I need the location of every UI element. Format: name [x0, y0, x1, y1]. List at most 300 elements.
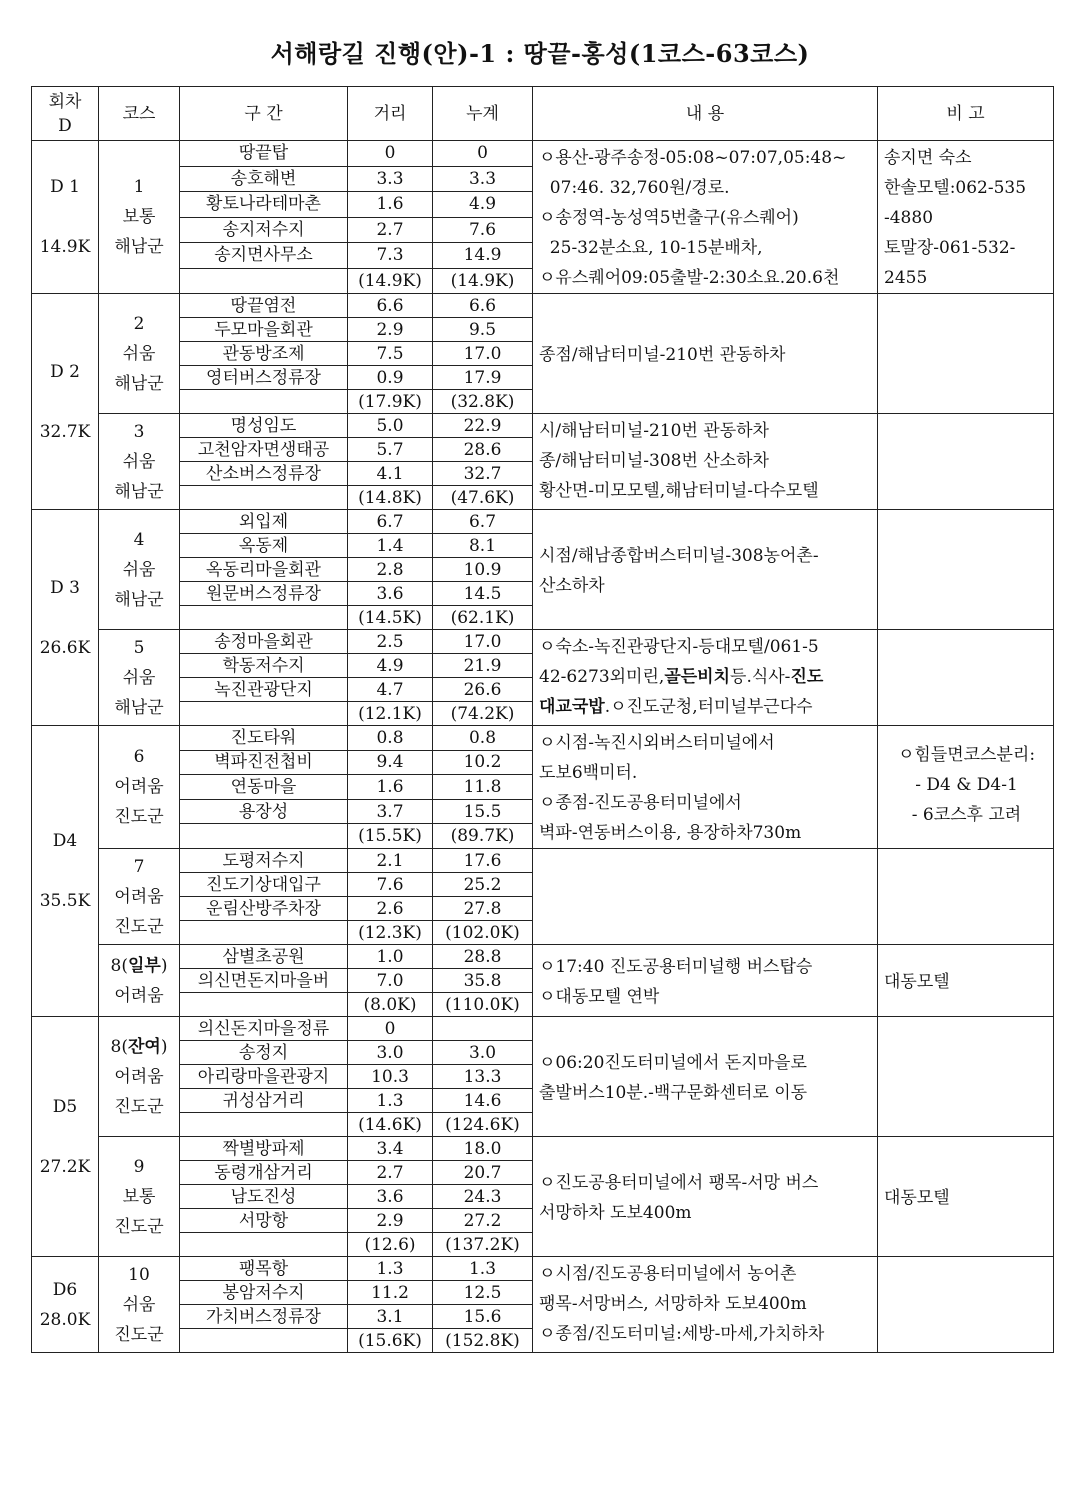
- content-cell: [533, 1017, 878, 1137]
- course-region: 해남군: [114, 697, 164, 718]
- content-line: ㅇ대동모텔 연박: [539, 986, 660, 1007]
- section-cell: 녹진관광단지: [180, 678, 348, 702]
- section-cell: 외입제: [180, 510, 348, 534]
- course-number: [99, 852, 179, 882]
- distance-cell: (14.6K): [348, 1113, 433, 1137]
- header-course: 코스: [99, 87, 180, 141]
- section-cell: [180, 606, 348, 630]
- cumulative-cell: 11.8: [433, 775, 533, 800]
- header-row: [32, 87, 1054, 141]
- course-cell: [99, 510, 180, 630]
- section-cell: 옥동리마을회관: [180, 558, 348, 582]
- cumulative-cell: 27.2: [433, 1209, 533, 1233]
- content-line: 출발버스10분.-백구문화센터로 이동: [539, 1082, 808, 1103]
- day-total: 32.7K: [39, 421, 91, 442]
- section-cell: 명성임도: [180, 414, 348, 438]
- cumulative-cell: (62.1K): [433, 606, 533, 630]
- distance-cell: 0.9: [348, 366, 433, 390]
- content-cell: [533, 849, 878, 945]
- cumulative-cell: (152.8K): [433, 1329, 533, 1353]
- note-line: - D4 & D4-1: [915, 775, 1018, 795]
- note-line: 한솔모텔:062-535: [884, 178, 1027, 198]
- section-cell: 고천암자면생태공: [180, 438, 348, 462]
- content-line: [539, 692, 873, 722]
- cumulative-cell: 15.5: [433, 799, 533, 824]
- section-cell: 산소버스정류장: [180, 462, 348, 486]
- note-line: 송지면 숙소: [884, 148, 972, 168]
- cumulative-cell: 9.5: [433, 318, 533, 342]
- distance-cell: 0: [348, 141, 433, 167]
- distance-cell: 1.6: [348, 775, 433, 800]
- content-text: 등.식사-: [730, 667, 791, 687]
- distance-cell: (12.6): [348, 1233, 433, 1257]
- distance-cell: 11.2: [348, 1281, 433, 1305]
- section-cell: 황토나라테마촌: [180, 192, 348, 218]
- course-cell: [99, 945, 180, 1017]
- day-cell: [32, 1017, 99, 1257]
- table-row: [32, 294, 1054, 318]
- distance-cell: 7.6: [348, 873, 433, 897]
- header-day-text: 회차 D: [48, 91, 82, 136]
- distance-cell: 10.3: [348, 1065, 433, 1089]
- distance-cell: 6.7: [348, 510, 433, 534]
- cumulative-cell: 12.5: [433, 1281, 533, 1305]
- section-cell: [180, 921, 348, 945]
- day-cell: [32, 294, 99, 510]
- note-cell: [878, 414, 1054, 510]
- distance-cell: 7.5: [348, 342, 433, 366]
- note-cell: [878, 849, 1054, 945]
- distance-cell: 2.5: [348, 630, 433, 654]
- distance-cell: 7.0: [348, 969, 433, 993]
- table-row: [32, 510, 1054, 534]
- content-cell: [533, 726, 878, 849]
- note-line: 2455: [884, 268, 928, 288]
- distance-cell: 9.4: [348, 750, 433, 775]
- content-cell: [533, 414, 878, 510]
- day-total: 26.6K: [39, 637, 91, 658]
- course-cell: [99, 141, 180, 294]
- cumulative-cell: 13.3: [433, 1065, 533, 1089]
- course-region: 진도군: [114, 1096, 164, 1117]
- course-number-text: 4: [133, 529, 145, 550]
- course-level: 쉬움: [122, 667, 156, 688]
- day-cell: [32, 510, 99, 726]
- content-line: ㅇ시점-녹진시외버스터미널에서: [539, 733, 775, 753]
- day-total: 27.2K: [39, 1156, 91, 1177]
- course-number-end: ): [160, 1036, 168, 1057]
- day-label: D 3: [50, 577, 80, 598]
- content-line: 25-32분소요, 10-15분배차,: [539, 238, 763, 258]
- table-row: [32, 726, 1054, 751]
- cumulative-cell: (124.6K): [433, 1113, 533, 1137]
- course-number-end: ): [160, 955, 168, 976]
- section-cell: 원문버스정류장: [180, 582, 348, 606]
- course-level: 보통: [122, 1186, 156, 1207]
- course-cell: [99, 1137, 180, 1257]
- cumulative-cell: 17.6: [433, 849, 533, 873]
- day-label: D6: [52, 1279, 78, 1300]
- distance-cell: (15.5K): [348, 824, 433, 849]
- content-line: ㅇ시점/진도공용터미널에서 농어촌: [539, 1264, 797, 1284]
- distance-cell: 4.9: [348, 654, 433, 678]
- distance-cell: 1.0: [348, 945, 433, 969]
- section-cell: 도평저수지: [180, 849, 348, 873]
- section-cell: [180, 1233, 348, 1257]
- cumulative-cell: 10.2: [433, 750, 533, 775]
- cumulative-cell: 28.6: [433, 438, 533, 462]
- content-cell: [533, 294, 878, 414]
- note-cell: [878, 1257, 1054, 1353]
- content-line: 도보6백미터.: [539, 763, 638, 783]
- course-level: 쉬움: [122, 451, 156, 472]
- cumulative-cell: 3.3: [433, 166, 533, 192]
- spacer: [32, 603, 98, 633]
- distance-cell: 3.4: [348, 1137, 433, 1161]
- section-cell: 짝별방파제: [180, 1137, 348, 1161]
- cumulative-cell: (102.0K): [433, 921, 533, 945]
- distance-cell: (14.9K): [348, 268, 433, 294]
- table-row: [32, 1257, 1054, 1281]
- course-number-text: 8(: [110, 1036, 128, 1057]
- course-level: 쉬움: [122, 1294, 156, 1315]
- distance-cell: 4.1: [348, 462, 433, 486]
- course-number: [99, 1152, 179, 1182]
- distance-cell: 1.3: [348, 1089, 433, 1113]
- content-line: 시/해남터미널-210번 관동하차: [539, 421, 769, 441]
- table-row: [32, 849, 1054, 873]
- distance-cell: 2.8: [348, 558, 433, 582]
- section-cell: 삼별초공원: [180, 945, 348, 969]
- content-cell: [533, 510, 878, 630]
- distance-cell: 3.6: [348, 1185, 433, 1209]
- cumulative-cell: 7.6: [433, 217, 533, 243]
- distance-cell: 0.8: [348, 726, 433, 751]
- course-number-bold: 일부: [127, 955, 161, 976]
- note-line: 대동모텔: [884, 1187, 950, 1208]
- content-line: 종/해남터미널-308번 산소하차: [539, 451, 769, 471]
- course-number-bold: 잔여: [127, 1036, 161, 1057]
- cumulative-cell: (47.6K): [433, 486, 533, 510]
- section-cell: 땅끝염전: [180, 294, 348, 318]
- cumulative-cell: 22.9: [433, 414, 533, 438]
- section-cell: 귀성삼거리: [180, 1089, 348, 1113]
- section-cell: 진도기상대입구: [180, 873, 348, 897]
- section-cell: [180, 486, 348, 510]
- cumulative-cell: 14.9: [433, 243, 533, 269]
- note-cell: [878, 141, 1054, 294]
- course-number-text: 8(: [110, 955, 128, 976]
- section-cell: 남도진성: [180, 1185, 348, 1209]
- cumulative-cell: 35.8: [433, 969, 533, 993]
- course-number: [99, 525, 179, 555]
- day-cell: [32, 141, 99, 294]
- schedule-table: [31, 86, 1054, 1353]
- day-label: D 1: [50, 177, 80, 197]
- course-number-text: 1: [133, 177, 145, 197]
- cumulative-cell: 17.9: [433, 366, 533, 390]
- spacer: [32, 387, 98, 417]
- distance-cell: 1.3: [348, 1257, 433, 1281]
- section-cell: 연동마을: [180, 775, 348, 800]
- course-number: [99, 417, 179, 447]
- distance-cell: 1.4: [348, 534, 433, 558]
- day-label: D4: [52, 831, 78, 851]
- course-region: 해남군: [114, 237, 164, 257]
- section-cell: [180, 268, 348, 294]
- content-line: 황산면-미모모텔,해남터미널-다수모텔: [539, 481, 819, 501]
- cumulative-cell: 8.1: [433, 534, 533, 558]
- cumulative-cell: 21.9: [433, 654, 533, 678]
- content-line: ㅇ진도공용터미널에서 팽목-서망 버스: [539, 1172, 819, 1193]
- course-number-text: 10: [128, 1264, 150, 1285]
- distance-cell: (12.3K): [348, 921, 433, 945]
- content-cell: [533, 945, 878, 1017]
- section-cell: [180, 1329, 348, 1353]
- section-cell: 벽파진전첩비: [180, 750, 348, 775]
- cumulative-cell: 14.6: [433, 1089, 533, 1113]
- course-region: 해남군: [114, 481, 164, 502]
- course-region: 해남군: [114, 589, 164, 610]
- course-cell: [99, 726, 180, 849]
- section-cell: [180, 1113, 348, 1137]
- distance-cell: 2.1: [348, 849, 433, 873]
- distance-cell: 7.3: [348, 243, 433, 269]
- course-number-text: 3: [133, 421, 145, 442]
- distance-cell: 2.6: [348, 897, 433, 921]
- course-region: 진도군: [114, 916, 164, 937]
- section-cell: 송정지: [180, 1041, 348, 1065]
- cumulative-cell: 0.8: [433, 726, 533, 751]
- cumulative-cell: (74.2K): [433, 702, 533, 726]
- day-cell: [32, 1257, 99, 1353]
- content-cell: [533, 630, 878, 726]
- cumulative-cell: 18.0: [433, 1137, 533, 1161]
- table-row: [32, 1137, 1054, 1161]
- cumulative-cell: 27.8: [433, 897, 533, 921]
- distance-cell: (17.9K): [348, 390, 433, 414]
- course-level: 어려움: [114, 1066, 164, 1087]
- cumulative-cell: 1.3: [433, 1257, 533, 1281]
- section-cell: 두모마을회관: [180, 318, 348, 342]
- note-cell: [878, 726, 1054, 849]
- section-cell: [180, 993, 348, 1017]
- course-region: 진도군: [114, 1324, 164, 1345]
- distance-cell: 3.3: [348, 166, 433, 192]
- header-section: 구 간: [180, 87, 348, 141]
- section-cell: 서망항: [180, 1209, 348, 1233]
- cumulative-cell: 6.6: [433, 294, 533, 318]
- distance-cell: 0: [348, 1017, 433, 1041]
- cumulative-cell: 20.7: [433, 1161, 533, 1185]
- distance-cell: 3.6: [348, 582, 433, 606]
- content-text: .ㅇ진도군청,터미널부근다수: [604, 697, 813, 717]
- content-line: ㅇ종점/진도터미널:세방-마세,가치하차: [539, 1324, 825, 1344]
- course-region: 진도군: [114, 1216, 164, 1237]
- spacer: [32, 202, 98, 232]
- course-level: 어려움: [114, 886, 164, 907]
- distance-cell: 3.1: [348, 1305, 433, 1329]
- content-line: ㅇ06:20진도터미널에서 돈지마을로: [539, 1052, 807, 1073]
- content-cell: [533, 141, 878, 294]
- day-total: 14.9K: [39, 237, 91, 257]
- course-level: 어려움: [114, 985, 164, 1006]
- distance-cell: 6.6: [348, 294, 433, 318]
- content-cell: [533, 1257, 878, 1353]
- day-label: D5: [52, 1096, 78, 1117]
- course-cell: [99, 1017, 180, 1137]
- content-line: 벽파-연동버스이용, 용장하차730m: [539, 823, 802, 843]
- course-level: 어려움: [114, 777, 164, 797]
- day-cell: [32, 726, 99, 1017]
- distance-cell: 2.7: [348, 1161, 433, 1185]
- cumulative-cell: 28.8: [433, 945, 533, 969]
- page-title: 서해랑길 진행(안)-1 : 땅끝-홍성(1코스-63코스): [270, 39, 810, 68]
- distance-cell: 2.7: [348, 217, 433, 243]
- cumulative-cell: [433, 1017, 533, 1041]
- distance-cell: 5.0: [348, 414, 433, 438]
- course-cell: [99, 414, 180, 510]
- distance-cell: (12.1K): [348, 702, 433, 726]
- course-number-text: 5: [133, 637, 145, 658]
- cumulative-cell: 0: [433, 141, 533, 167]
- course-region: 진도군: [114, 807, 164, 827]
- content-line: ㅇ숙소-녹진관광단지-등대모텔/061-5: [539, 637, 819, 657]
- section-cell: 용장성: [180, 799, 348, 824]
- section-cell: 영터버스정류장: [180, 366, 348, 390]
- content-bold: 골든비치: [664, 667, 731, 687]
- table-row: [32, 945, 1054, 969]
- header-content: 내 용: [533, 87, 878, 141]
- cumulative-cell: (14.9K): [433, 268, 533, 294]
- table-row: [32, 414, 1054, 438]
- content-line: 산소하차: [539, 575, 605, 596]
- course-cell: [99, 630, 180, 726]
- section-cell: 송지저수지: [180, 217, 348, 243]
- spacer: [32, 856, 98, 886]
- content-line: ㅇ용산-광주송정-05:08~07:07,05:48~: [539, 148, 847, 168]
- note-line: 토말장-061-532-: [884, 238, 1016, 258]
- spacer: [32, 1122, 98, 1152]
- content-line: 시점/해남종합버스터미널-308농어촌-: [539, 545, 819, 566]
- note-line: -4880: [884, 208, 934, 228]
- content-line: ㅇ종점-진도공용터미널에서: [539, 793, 742, 813]
- distance-cell: 3.0: [348, 1041, 433, 1065]
- cumulative-cell: (89.7K): [433, 824, 533, 849]
- section-cell: 송지면사무소: [180, 243, 348, 269]
- section-cell: 운림산방주차장: [180, 897, 348, 921]
- distance-cell: 2.9: [348, 318, 433, 342]
- distance-cell: 1.6: [348, 192, 433, 218]
- course-number: [99, 1260, 179, 1290]
- content-cell: [533, 1137, 878, 1257]
- day-label: D 2: [50, 361, 80, 382]
- course-number-text: 6: [133, 747, 145, 767]
- distance-cell: 5.7: [348, 438, 433, 462]
- content-line: ㅇ17:40 진도공용터미널행 버스탑승: [539, 956, 813, 977]
- section-cell: 학동저수지: [180, 654, 348, 678]
- content-line: 팽목-서망버스, 서망하차 도보400m: [539, 1294, 807, 1314]
- cumulative-cell: (110.0K): [433, 993, 533, 1017]
- table-row: [32, 141, 1054, 167]
- section-cell: 송호해변: [180, 166, 348, 192]
- cumulative-cell: 25.2: [433, 873, 533, 897]
- course-number-text: 7: [133, 856, 145, 877]
- cumulative-cell: 26.6: [433, 678, 533, 702]
- course-number: [99, 633, 179, 663]
- section-cell: 팽목항: [180, 1257, 348, 1281]
- section-cell: [180, 702, 348, 726]
- content-bold: 대교국밥: [539, 697, 605, 717]
- section-cell: 동령개삼거리: [180, 1161, 348, 1185]
- course-number: [99, 309, 179, 339]
- note-line: - 6코스후 고려: [911, 805, 1022, 825]
- header-cum: 누계: [433, 87, 533, 141]
- header-note: 비 고: [878, 87, 1054, 141]
- course-number-text: 9: [133, 1156, 145, 1177]
- course-region: 해남군: [114, 373, 164, 394]
- course-number: [99, 172, 179, 202]
- course-number: [99, 1032, 179, 1062]
- section-cell: 가치버스정류장: [180, 1305, 348, 1329]
- cumulative-cell: 32.7: [433, 462, 533, 486]
- note-cell: [878, 1017, 1054, 1137]
- day-total: 28.0K: [39, 1309, 91, 1330]
- distance-cell: (15.6K): [348, 1329, 433, 1353]
- note-cell: [878, 945, 1054, 1017]
- content-line: ㅇ송정역-농성역5번출구(유스퀘어): [539, 208, 799, 228]
- table-row: [32, 1017, 1054, 1041]
- section-cell: 의신면돈지마을버: [180, 969, 348, 993]
- section-cell: 진도타워: [180, 726, 348, 751]
- note-line: 대동모텔: [884, 971, 950, 992]
- section-cell: 송정마을회관: [180, 630, 348, 654]
- cumulative-cell: 14.5: [433, 582, 533, 606]
- course-cell: [99, 849, 180, 945]
- cumulative-cell: 15.6: [433, 1305, 533, 1329]
- course-level: 쉬움: [122, 343, 156, 364]
- note-cell: [878, 510, 1054, 630]
- content-line: 서망하차 도보400m: [539, 1202, 692, 1223]
- content-bold: 진도: [790, 667, 824, 687]
- content-line: [539, 662, 873, 692]
- course-level: 쉬움: [122, 559, 156, 580]
- note-line: ㅇ힘들면코스분리:: [897, 745, 1036, 765]
- content-line: ㅇ유스퀘어09:05출발-2:30소요.20.6천: [539, 268, 840, 288]
- section-cell: 봉암저수지: [180, 1281, 348, 1305]
- section-cell: [180, 390, 348, 414]
- course-number-text: 2: [133, 313, 145, 334]
- note-cell: [878, 630, 1054, 726]
- section-cell: 옥동제: [180, 534, 348, 558]
- cumulative-cell: (137.2K): [433, 1233, 533, 1257]
- content-line: 종점/해남터미널-210번 관동하차: [539, 344, 786, 365]
- distance-cell: (8.0K): [348, 993, 433, 1017]
- course-number: [99, 742, 179, 772]
- cumulative-cell: (32.8K): [433, 390, 533, 414]
- note-cell: [878, 1137, 1054, 1257]
- distance-cell: 4.7: [348, 678, 433, 702]
- content-text: 42-6273외미린,: [539, 667, 665, 687]
- course-number: [99, 951, 179, 981]
- cumulative-cell: 6.7: [433, 510, 533, 534]
- content-line: 07:46. 32,760원/경로.: [539, 178, 730, 198]
- distance-cell: 3.7: [348, 799, 433, 824]
- cumulative-cell: 4.9: [433, 192, 533, 218]
- header-day: [32, 87, 99, 141]
- cumulative-cell: 10.9: [433, 558, 533, 582]
- note-cell: [878, 294, 1054, 414]
